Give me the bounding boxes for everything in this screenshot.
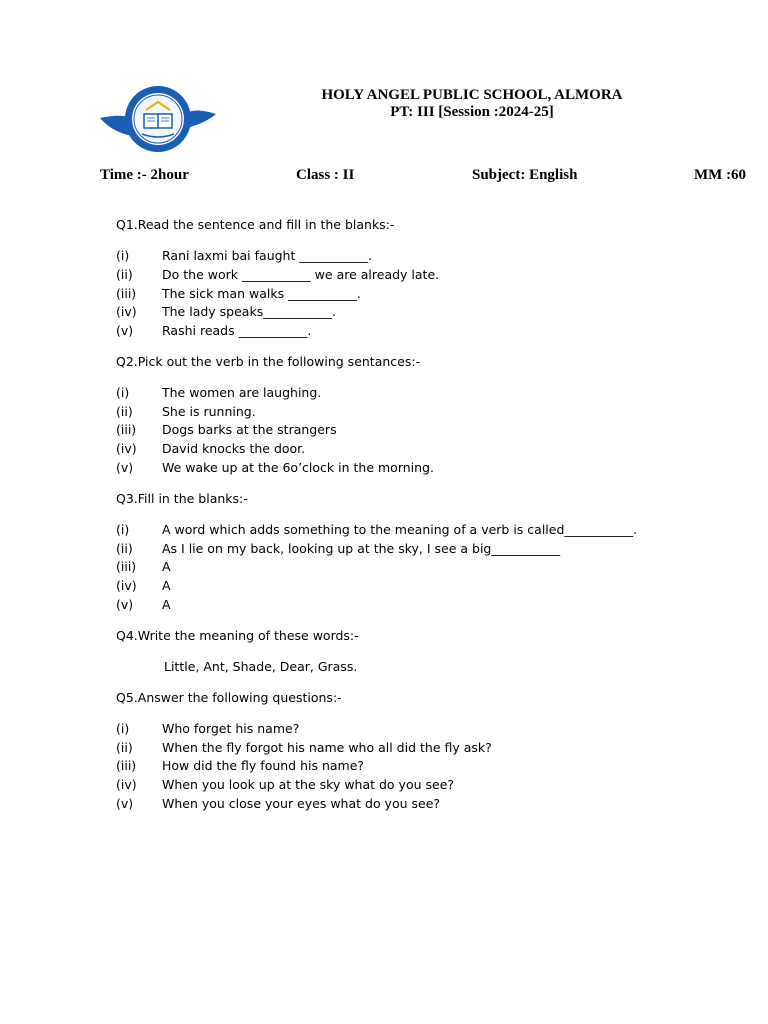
question-1-item-1-text: Rani laxmi bai faught ___________. [162,248,373,263]
question-1-item-3-text: The sick man walks ___________. [162,286,361,301]
question-3-item-4-num: (iv) [116,578,137,593]
question-3-item-3-num: (iii) [116,559,137,574]
question-2-item-1-num: (i) [116,385,130,400]
question-3-item-1-text: A word which adds something to the meaning of a verb is called___________. [162,522,638,537]
question-3-title: Q3.Fill in the blanks:- [116,491,248,506]
question-3-item-5-text: A [162,597,171,612]
question-3-item-1-num: (i) [116,522,130,537]
school-name: HOLY ANGEL PUBLIC SCHOOL, ALMORA [321,87,623,103]
question-3-item-2-text: As I lie on my back, looking up at the sky, I see a big___________ [162,541,561,556]
question-4-words: Little, Ant, Shade, Dear, Grass. [164,659,358,674]
question-5-item-3-num: (iii) [116,758,137,773]
time-label: Time :- 2hour [100,167,189,183]
question-2-item-2-num: (ii) [116,404,133,419]
question-5-item-1-num: (i) [116,721,130,736]
question-5-item-2-num: (ii) [116,740,133,755]
question-5-title: Q5.Answer the following questions:- [116,690,342,705]
question-1-item-2-text: Do the work ___________ we are already late. [162,267,440,282]
question-1-item-1-num: (i) [116,248,130,263]
question-3-item-3-text: A [162,559,171,574]
question-2-item-5-num: (v) [116,460,134,475]
question-1-item-4-text: The lady speaks___________. [162,304,336,319]
question-2-title: Q2.Pick out the verb in the following sentances:- [116,354,421,369]
question-1-item-2-num: (ii) [116,267,133,282]
question-1-item-3-num: (iii) [116,286,137,301]
question-2-item-4-num: (iv) [116,441,137,456]
question-5-item-1-text: Who forget his name? [162,721,300,736]
question-4-title: Q4.Write the meaning of these words:- [116,628,359,643]
question-5-item-3-text: How did the fly found his name? [162,758,365,773]
question-5-item-4-num: (iv) [116,777,137,792]
max-marks-label: MM :60 [694,167,747,183]
question-2-item-3-text: Dogs barks at the strangers [162,422,337,437]
question-1-title: Q1.Read the sentence and fill in the blanks:- [116,217,395,232]
subject-label: Subject: English [472,167,578,183]
question-2-item-1-text: The women are laughing. [162,385,322,400]
school-emblem-icon [98,84,222,154]
question-2-item-3-num: (iii) [116,422,137,437]
class-label: Class : II [296,167,355,183]
question-5-item-5-num: (v) [116,796,134,811]
question-1-item-5-num: (v) [116,323,134,338]
question-1-item-5-text: Rashi reads ___________. [162,323,312,338]
question-3-item-4-text: A [162,578,171,593]
question-2-item-4-text: David knocks the door. [162,441,306,456]
question-2-item-2-text: She is running. [162,404,256,419]
question-5-item-2-text: When the fly forgot his name who all did the fly ask? [162,740,492,755]
question-5-item-4-text: When you look up at the sky what do you see? [162,777,455,792]
question-3-item-5-num: (v) [116,597,134,612]
question-3-item-2-num: (ii) [116,541,133,556]
question-5-item-5-text: When you close your eyes what do you see? [162,796,441,811]
question-1-item-4-num: (iv) [116,304,137,319]
session-title: PT: III [Session :2024-25] [390,104,554,120]
question-2-item-5-text: We wake up at the 6o’clock in the morning. [162,460,434,475]
